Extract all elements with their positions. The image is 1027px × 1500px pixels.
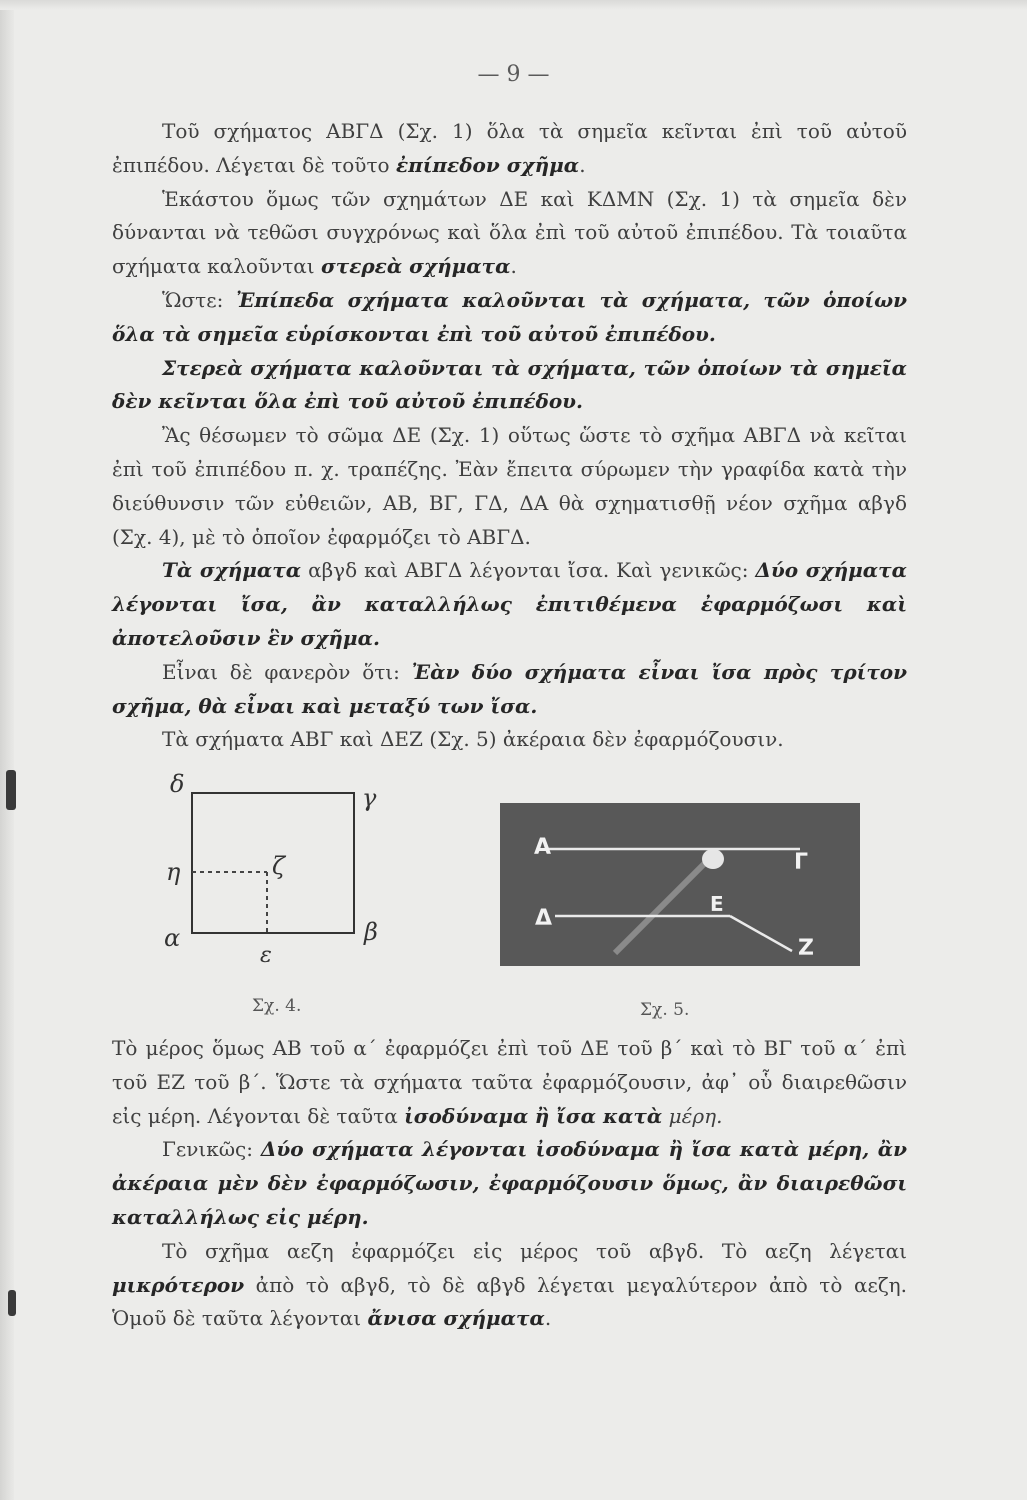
text-run: Εἶναι δὲ φανερὸν ὅτι: (162, 659, 412, 684)
paragraph (112, 419, 907, 554)
label-beta: β (364, 918, 378, 946)
emphasized-text: Ἐὰν δύο σχήματα εἶναι ἴσα πρὸς τρίτον σχῆμα, θὰ εἶναι καὶ μεταξύ των ἴσα. (112, 659, 907, 718)
emphasized-text: Τὰ σχήματα (162, 558, 302, 583)
figure-4-caption: Σχ. 4. (252, 996, 302, 1016)
paragraph (112, 723, 907, 757)
text-run: μέρη. (662, 1103, 723, 1128)
text-run: . (579, 152, 586, 177)
label-E: Ε (710, 892, 724, 916)
page-top-edge (0, 0, 1027, 10)
text-run: Ὥστε: (162, 287, 237, 312)
text-run: Τὸ μέρος ὅμως ΑΒ τοῦ α΄ ἐφαρμόζει ἐπὶ τοῦ ΔΕ τοῦ β΄ καὶ τὸ ΒΓ τοῦ α΄ ἐπὶ τοῦ ΕΖ τοῦ β΄. Ὥστε τὰ σχήματα ταῦτα ἐφαρμόζουσιν, ἀφ᾽ οὗ διαιρεθῶσιν εἰς μέρη. Λέγονται δὲ ταῦτα (112, 1036, 907, 1128)
label-Z: Ζ (798, 936, 814, 961)
paragraph (112, 115, 907, 183)
label-delta: δ (170, 770, 185, 798)
emphasized-text: Δύο σχήματα λέγονται ἰσοδύναμα ἢ ἴσα κατὰ μέρη, ἂν ἀκέραια μὲν δὲν ἐφαρμόζωσιν, ἐφαρμόζουσιν ὅμως, ἂν διαιρεθῶσι καταλλήλως εἰς μέρη. (112, 1137, 907, 1229)
text-run: Γενικῶς: (162, 1137, 261, 1162)
margin-ink-mark (8, 1290, 16, 1316)
emphasized-text: ἄνισα σχήματα (367, 1306, 545, 1331)
paragraph (112, 1235, 907, 1336)
emphasized-text: Δύο σχήματα λέγονται ἴσα, ἂν καταλλήλως ἐπιτιθέμενα ἐφαρμόζωσι καὶ ἀποτελοῦσιν ἓν σχῆμα. (112, 558, 908, 650)
text-run: ἀπὸ τὸ αβγδ, τὸ δὲ αβγδ λέγεται μεγαλύτερον ἀπὸ τὸ αεζη. Ὁμοῦ δὲ ταῦτα λέγονται (112, 1272, 907, 1331)
emphasized-text: Στερεὰ σχήματα καλοῦνται τὰ σχήματα, τῶν ὁποίων τὰ σημεῖα δὲν κεῖνται ὅλα ἐπὶ τοῦ αὐτοῦ ἐπιπέδου. (112, 355, 907, 414)
emphasized-text: στερεὰ σχήματα (321, 254, 511, 279)
page-binding-edge (0, 0, 14, 1500)
emphasized-text: μικρότερον (112, 1272, 245, 1297)
label-gamma: γ (362, 784, 377, 812)
label-zeta: ζ (272, 852, 286, 880)
text-run: αβγδ καὶ ΑΒΓΔ λέγονται ἴσα. Καὶ γενικῶς: (301, 558, 756, 583)
page-number: — 9 — (477, 62, 550, 87)
paragraph (112, 352, 907, 420)
text-run: Ἑκάστου ὅμως τῶν σχημάτων ΔΕ καὶ ΚΔΜΝ (Σχ. 1) τὰ σημεῖα δὲν δύνανται νὰ τεθῶσι συγχρόνως καὶ ὅλα ἐπὶ τοῦ αὐτοῦ ἐπιπέδου. Τὰ τοιαῦτα σχήματα καλοῦνται (112, 186, 907, 279)
paragraph (112, 183, 907, 284)
emphasized-text: ἐπίπεδον σχῆμα (395, 152, 580, 177)
text-run: . (510, 254, 517, 279)
figure-5 (500, 803, 860, 966)
figure-5-caption: Σχ. 5. (640, 1000, 690, 1020)
text-run: Ἂς θέσωμεν τὸ σῶμα ΔΕ (Σχ. 1) οὕτως ὥστε τὸ σχῆμα ΑΒΓΔ νὰ κεῖται ἐπὶ τοῦ ἐπιπέδου π. χ. τραπέζης. Ἐὰν ἔπειτα σύρωμεν τὴν γραφίδα κατὰ τὴν διεύθυνσιν τῶν εὐθειῶν, ΑΒ, ΒΓ, ΓΔ, ΔΑ θὰ σχηματισθῇ νέον σχῆμα αβγδ (Σχ. 4), μὲ τὸ ὁποῖον ἐφαρμόζει τὸ ΑΒΓΔ. (112, 423, 907, 549)
text-run: Τὰ σχήματα ΑΒΓ καὶ ΔΕΖ (Σχ. 5) ἀκέραια δὲν ἐφαρμόζουσιν. (162, 727, 784, 752)
paragraph (112, 656, 907, 724)
text-block-top (112, 115, 907, 757)
paragraph (112, 284, 907, 352)
paragraph (112, 1133, 907, 1234)
emphasized-text: ἰσοδύναμα (404, 1103, 529, 1128)
text-run: . (544, 1306, 552, 1331)
text-block-bottom (112, 1032, 907, 1336)
emphasized-text: ἢ ἴσα κατὰ (534, 1103, 663, 1128)
margin-ink-mark (6, 770, 16, 810)
figure-4 (150, 770, 410, 970)
label-D: Δ (535, 906, 553, 931)
emphasized-text: Ἐπίπεδα σχήματα καλοῦνται τὰ σχήματα, τῶν ὁποίων ὅλα τὰ σημεῖα εὑρίσκονται ἐπὶ τοῦ αὐτοῦ ἐπιπέδου. (112, 287, 908, 346)
text-run: Τοῦ σχήματος ΑΒΓΔ (Σχ. 1) ὅλα τὰ σημεῖα κεῖνται ἐπὶ τοῦ αὐτοῦ ἐπιπέδου. Λέγεται δὲ τοῦτο (112, 119, 907, 177)
figure-5-bright-spot (702, 849, 724, 869)
label-alpha: α (164, 924, 181, 952)
paragraph (112, 1032, 907, 1133)
label-A: Α (534, 835, 552, 860)
label-eta: η (166, 858, 181, 886)
paragraph (112, 554, 907, 655)
text-run: Τὸ σχῆμα αεζη ἐφαρμόζει εἰς μέρος τοῦ αβγδ. Τὸ αεζη λέγεται (162, 1238, 907, 1263)
label-G: Γ (794, 850, 809, 875)
label-epsilon: ε (260, 943, 272, 968)
